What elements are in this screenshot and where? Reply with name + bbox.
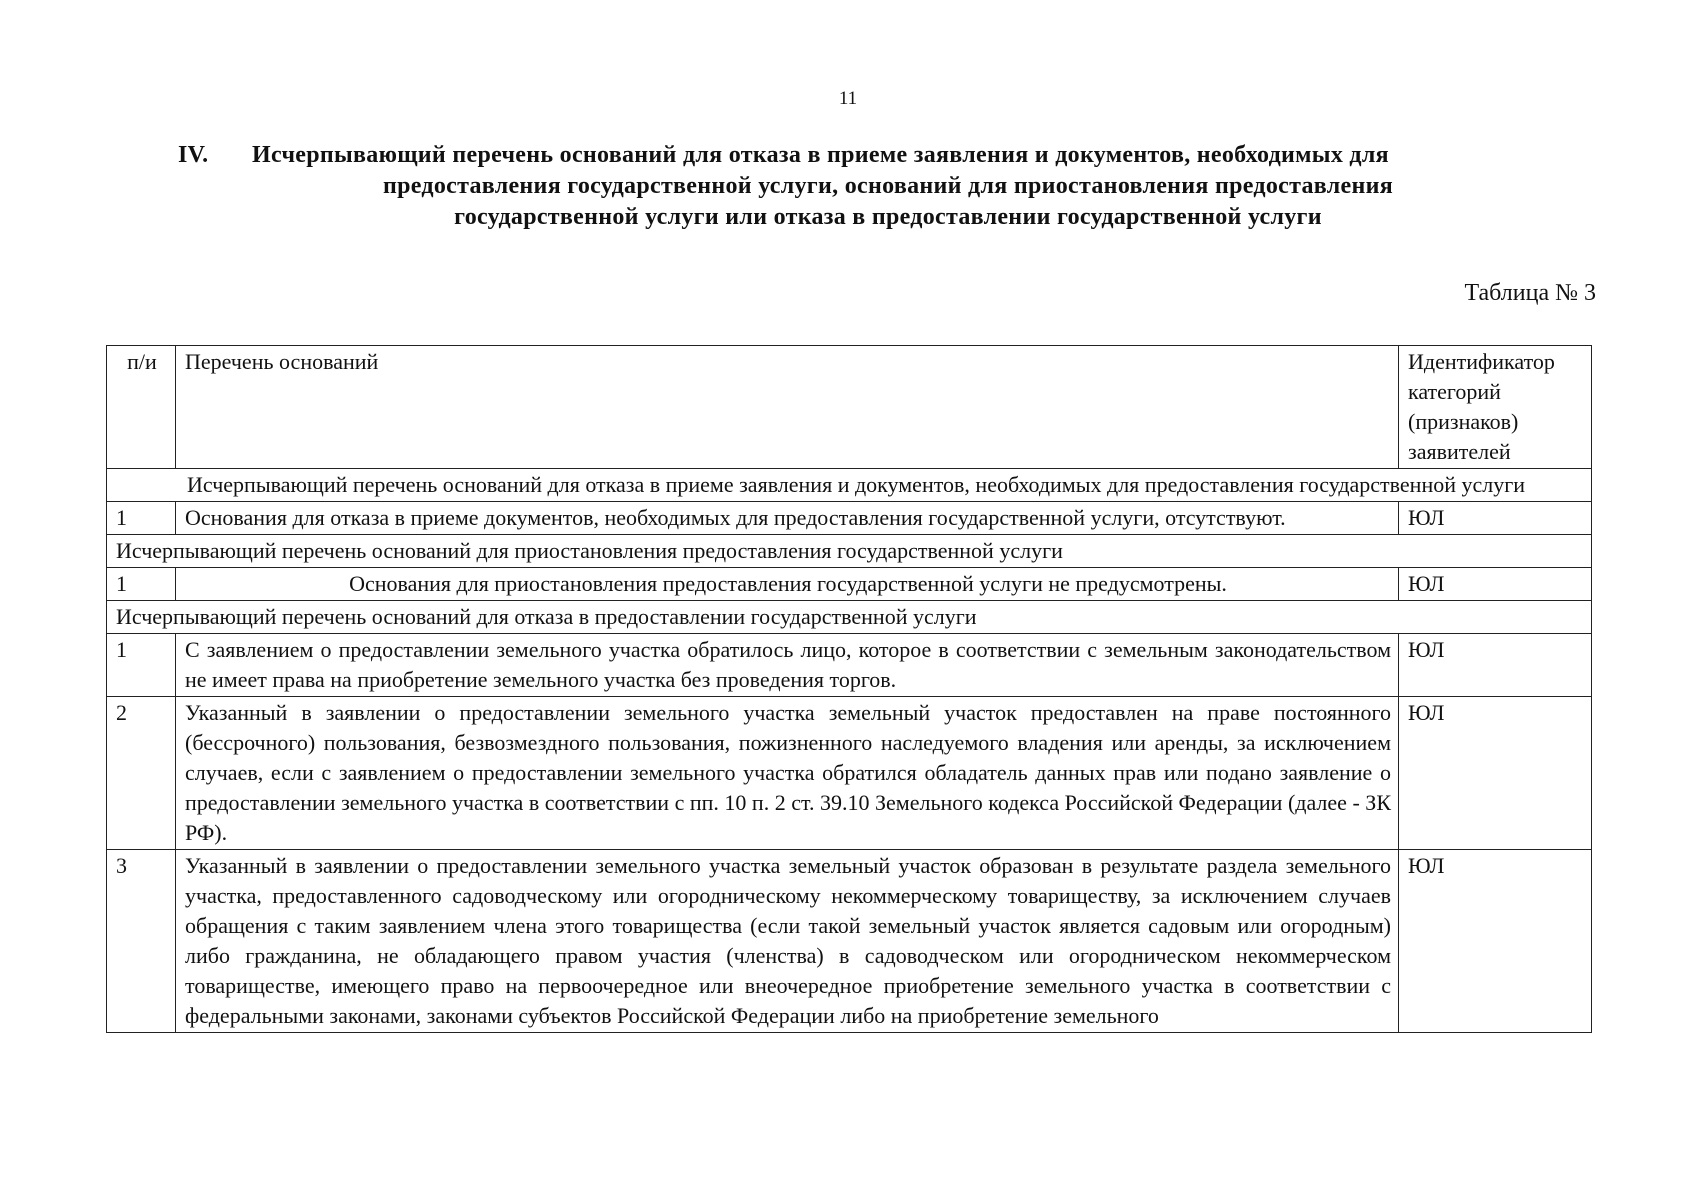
page-number: 11: [838, 88, 858, 109]
header-reasons: Перечень оснований: [176, 346, 1399, 469]
row-text: Указанный в заявлении о предоставлении земельного участка земельный участок предоставлен на праве постоянного (бессрочного) пользования, безвозмездного пользования, пожизненного наследуемого владения или аренды, за исключением случаев, если с заявлением о предоставлении земельного участка обратился обладатель данных прав или подано заявление о предоставлении земельного участка в соответствии с пп. 10 п. 2 ст. 39.10 Земельного кодекса Российской Федерации (далее - ЗК РФ).: [176, 697, 1399, 850]
section-title-row: [107, 535, 1592, 568]
row-num: 3: [107, 850, 176, 1033]
heading-line-3: государственной услуги или отказа в предоставлении государственной услуги: [454, 204, 1322, 230]
row-text: Указанный в заявлении о предоставлении земельного участка земельный участок образован в результате раздела земельного участка, предоставленного садоводческому или огородническому некоммерческому товариществу, за исключением случаев обращения с таким заявлением члена этого товарищества (если такой земельный участок является садовым или огородным) либо гражданина, не обладающего правом участия (членства) в садоводческом или огородническом некоммерческом товариществе, имеющего право на первоочередное или внеочередное приобретение земельного участка в соответствии с федеральными законами, законами субъектов Российской Федерации либо на приобретение земельного: [176, 850, 1399, 1033]
row-identifier: ЮЛ: [1399, 850, 1592, 1033]
section-heading: [178, 140, 1598, 233]
header-identifier: Идентификатор категорий (признаков) заявителей: [1399, 346, 1592, 469]
table-caption: Таблица № 3: [1464, 280, 1596, 306]
row-identifier: ЮЛ: [1399, 697, 1592, 850]
section-title-row: [107, 601, 1592, 634]
row-identifier: ЮЛ: [1399, 502, 1592, 535]
heading-line-2: предоставления государственной услуги, оснований для приостановления предоставления: [382, 173, 1394, 199]
row-identifier: ЮЛ: [1399, 634, 1592, 697]
row-identifier: ЮЛ: [1399, 568, 1592, 601]
section-title-suspension: Исчерпывающий перечень оснований для приостановления предоставления государственной услуги: [107, 535, 1592, 568]
row-num: 1: [107, 568, 176, 601]
row-text: Основания для приостановления предоставления государственной услуги не предусмотрены.: [176, 568, 1399, 601]
table-header-row: [107, 346, 1592, 469]
grounds-table: [106, 345, 1592, 1033]
table-row: [107, 502, 1592, 535]
heading-line-1-text: Исчерпывающий перечень оснований для отказа в приеме заявления и документов, необходимых для: [252, 142, 1389, 168]
header-num: п/и: [107, 346, 176, 469]
table-row: [107, 634, 1592, 697]
table-row: [107, 568, 1592, 601]
row-text: С заявлением о предоставлении земельного участка обратилось лицо, которое в соответствии с земельным законодательством не имеет права на приобретение земельного участка без проведения торгов.: [176, 634, 1399, 697]
section-title-row: [107, 469, 1592, 502]
section-title-refusal-service: Исчерпывающий перечень оснований для отказа в предоставлении государственной услуги: [107, 601, 1592, 634]
row-num: 2: [107, 697, 176, 850]
heading-line-1: [178, 140, 1598, 171]
section-roman-numeral: IV.: [178, 142, 209, 168]
table-row: [107, 850, 1592, 1033]
row-num: 1: [107, 502, 176, 535]
row-text: Основания для отказа в приеме документов, необходимых для предоставления государственной услуги, отсутствуют.: [176, 502, 1399, 535]
table-row: [107, 697, 1592, 850]
row-num: 1: [107, 634, 176, 697]
section-title-refusal-acceptance: Исчерпывающий перечень оснований для отказа в приеме заявления и документов, необходимых для предоставления государственной услуги: [107, 469, 1592, 502]
